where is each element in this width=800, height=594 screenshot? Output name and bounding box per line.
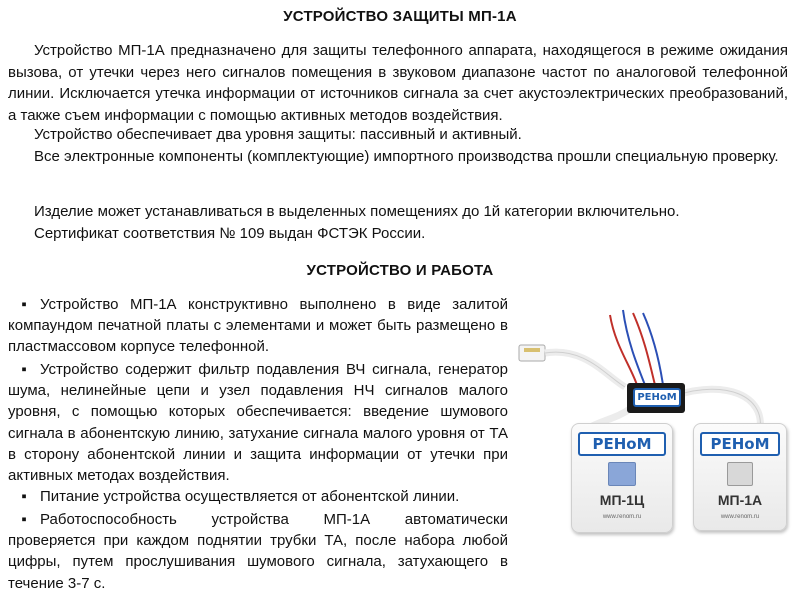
intro-paragraph-certificate: Сертификат соответствия № 109 выдан ФСТЭК России. <box>34 225 426 242</box>
bullet-marker-icon: ▪ <box>21 488 27 505</box>
bullet-text: Устройство МП-1А конструктивно выполнено в виде залитой компаундом печатной платы с элементами и может быть размещено в пластмассовом корпусе телефонной. <box>8 296 508 356</box>
device-label-left: МП-1Ц <box>599 492 645 508</box>
device-logo-right: РЕНоМ <box>700 432 780 456</box>
bullet-text: Работоспособность устройства МП-1А автоматически проверяется при каждом поднятии трубки ТА, после набора любой цифры, путем прослушивания шумового сигнала, затухающего в течение 3-7 с. <box>8 511 508 592</box>
wire-blue-1 <box>623 310 645 385</box>
intro-paragraph-installation: Изделие может устанавливаться в выделенных помещениях до 1й категории включительно. <box>34 203 680 220</box>
intro-paragraph-purpose: Устройство МП-1А предназначено для защиты телефонного аппарата, находящегося в режиме ожидания вызова, от утечки через него сигналов помещения в звуковом диапазоне частот по аналоговой телефонной линии. Исключается утечка информации от источников сигнала за счет акустоэлектрических преобразований, а также съем информации с помощью активных методов воздействия. <box>8 42 788 124</box>
bullet-item-self-test <box>8 509 508 594</box>
bullet-marker-icon: ▪ <box>21 361 27 378</box>
product-photo <box>515 295 795 580</box>
device-box-mp1c <box>571 423 673 533</box>
intro-paragraph-components: Все электронные компоненты (комплектующие) импортного производства прошли специальную проверку. <box>34 148 779 165</box>
bullet-item-construction <box>8 294 508 358</box>
rj-contacts-icon <box>524 348 540 352</box>
rj-plug-icon <box>519 345 545 361</box>
bullet-text: Устройство содержит фильтр подавления ВЧ сигнала, генератор шума, нелинейные цепи и узел подавления НЧ сигналов малого уровня, с помощью которых обеспечивается: введение шумового сигнала в абонентскую линию, затухание сигнала малого уровня от ТА в сторону абонентской линии и защита информации от утечки при активных методах воздействия. <box>8 361 508 485</box>
bullet-text: Питание устройства осуществляется от абонентской линии. <box>40 488 460 505</box>
filter-block-logo: РЕНоМ <box>633 388 681 407</box>
device-logo-left: РЕНоМ <box>578 432 666 456</box>
device-box-mp1a <box>693 423 787 531</box>
device-label-right: МП-1А <box>717 492 763 508</box>
cable-main <box>545 352 625 387</box>
intro-paragraph-protection-levels: Устройство обеспечивает два уровня защиты: пассивный и активный. <box>34 126 522 143</box>
page-title: УСТРОЙСТВО ЗАЩИТЫ МП-1А <box>283 8 517 25</box>
bullet-item-components <box>8 359 508 486</box>
bullet-item-power <box>8 486 508 507</box>
phone-jack-icon <box>608 462 636 486</box>
device-url-left: www.renom.ru <box>602 514 642 520</box>
section-title: УСТРОЙСТВО И РАБОТА <box>306 262 494 279</box>
device-url-right: www.renom.ru <box>720 514 760 520</box>
wire-red-2 <box>633 313 655 385</box>
bullet-marker-icon: ▪ <box>21 296 27 313</box>
phone-jack-icon <box>727 462 753 486</box>
bullet-marker-icon: ▪ <box>21 511 27 528</box>
